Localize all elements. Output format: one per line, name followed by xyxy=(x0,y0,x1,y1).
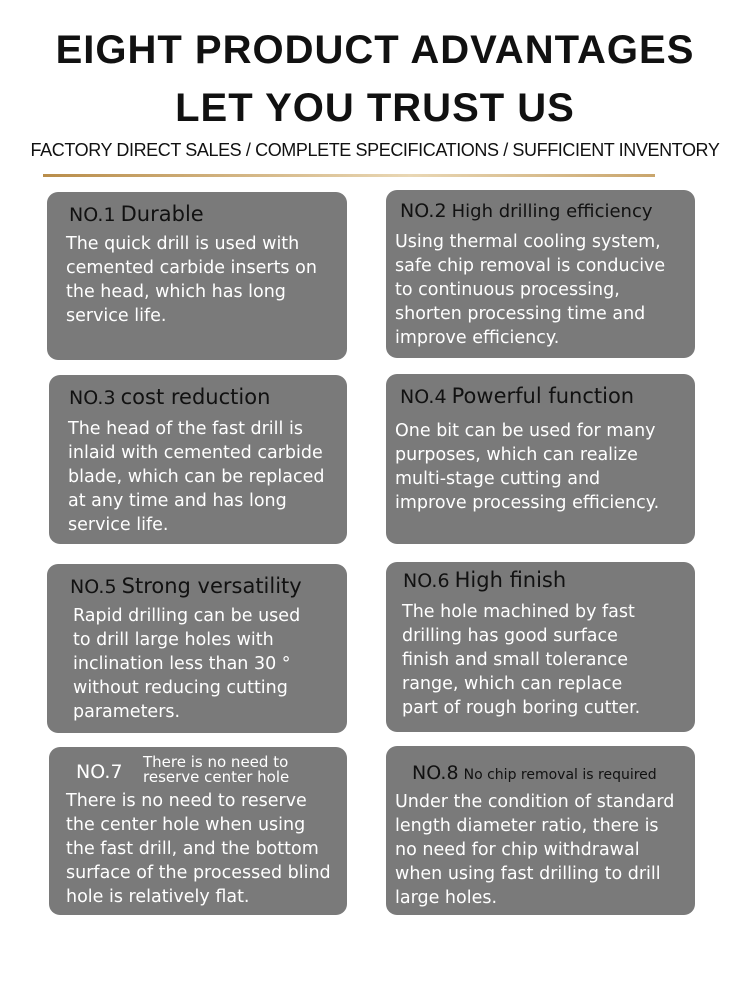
card-heading xyxy=(400,200,653,222)
card-title: Strong versatility xyxy=(121,574,302,598)
advantage-card-3 xyxy=(49,375,347,544)
gold-divider xyxy=(43,174,655,177)
advantage-card-1 xyxy=(47,192,347,360)
card-title: Durable xyxy=(120,202,204,226)
card-number: NO.7 xyxy=(76,761,123,783)
card-heading xyxy=(69,385,270,409)
card-title: High finish xyxy=(454,568,567,592)
card-number: NO.3 xyxy=(69,387,116,409)
card-description: The quick drill is used with cemented carbide inserts on the head, which has long service life. xyxy=(66,234,317,326)
card-description: One bit can be used for many purposes, which can realize multi-stage cutting and improve processing efficiency. xyxy=(395,421,660,513)
advantage-card-7 xyxy=(49,747,347,915)
card-number: NO.6 xyxy=(403,570,450,592)
headline-line-2: LET YOU TRUST US xyxy=(175,86,575,130)
card-description: Rapid drilling can be used to drill large holes with inclination less than 30 ° without reducing cutting parameters. xyxy=(73,606,301,722)
card-title: High drilling efficiency xyxy=(451,201,653,222)
advantage-card-6 xyxy=(386,562,695,732)
card-description: Under the condition of standard length diameter ratio, there is no need for chip withdrawal when using fast drilling to drill large holes. xyxy=(395,792,675,908)
advantage-card-8 xyxy=(386,746,695,915)
card-heading xyxy=(400,384,634,408)
advantage-card-2 xyxy=(386,190,695,358)
advantage-card-5 xyxy=(47,564,347,733)
headline-line-1: EIGHT PRODUCT ADVANTAGES xyxy=(55,28,695,72)
advantage-card-4 xyxy=(386,374,695,544)
card-number: NO.1 xyxy=(69,204,116,226)
card-title: No chip removal is required xyxy=(463,767,657,783)
card-title: cost reduction xyxy=(120,385,271,409)
card-number: NO.2 xyxy=(400,200,447,222)
subtitle: FACTORY DIRECT SALES / COMPLETE SPECIFICATIONS / SUFFICIENT INVENTORY xyxy=(30,140,720,160)
card-heading xyxy=(412,762,657,784)
card-number: NO.4 xyxy=(400,386,447,408)
card-description: The hole machined by fast drilling has good surface finish and small tolerance range, which can replace part of rough boring cutter. xyxy=(402,602,641,718)
card-heading xyxy=(69,202,204,226)
card-heading xyxy=(403,568,566,592)
card-heading xyxy=(70,574,302,598)
card-description: Using thermal cooling system, safe chip removal is conducive to continuous processing, shorten processing time and improve efficiency. xyxy=(395,232,666,348)
card-title: Powerful function xyxy=(451,384,635,408)
card-title: There is no need to reserve center hole xyxy=(143,753,290,786)
card-description: There is no need to reserve the center hole when using the fast drill, and the bottom surface of the processed blind hole is relatively flat. xyxy=(66,791,331,907)
card-description: The head of the fast drill is inlaid with cemented carbide blade, which can be replaced at any time and has long service life. xyxy=(68,419,325,535)
card-number: NO.8 xyxy=(412,762,459,784)
card-number: NO.5 xyxy=(70,576,117,598)
